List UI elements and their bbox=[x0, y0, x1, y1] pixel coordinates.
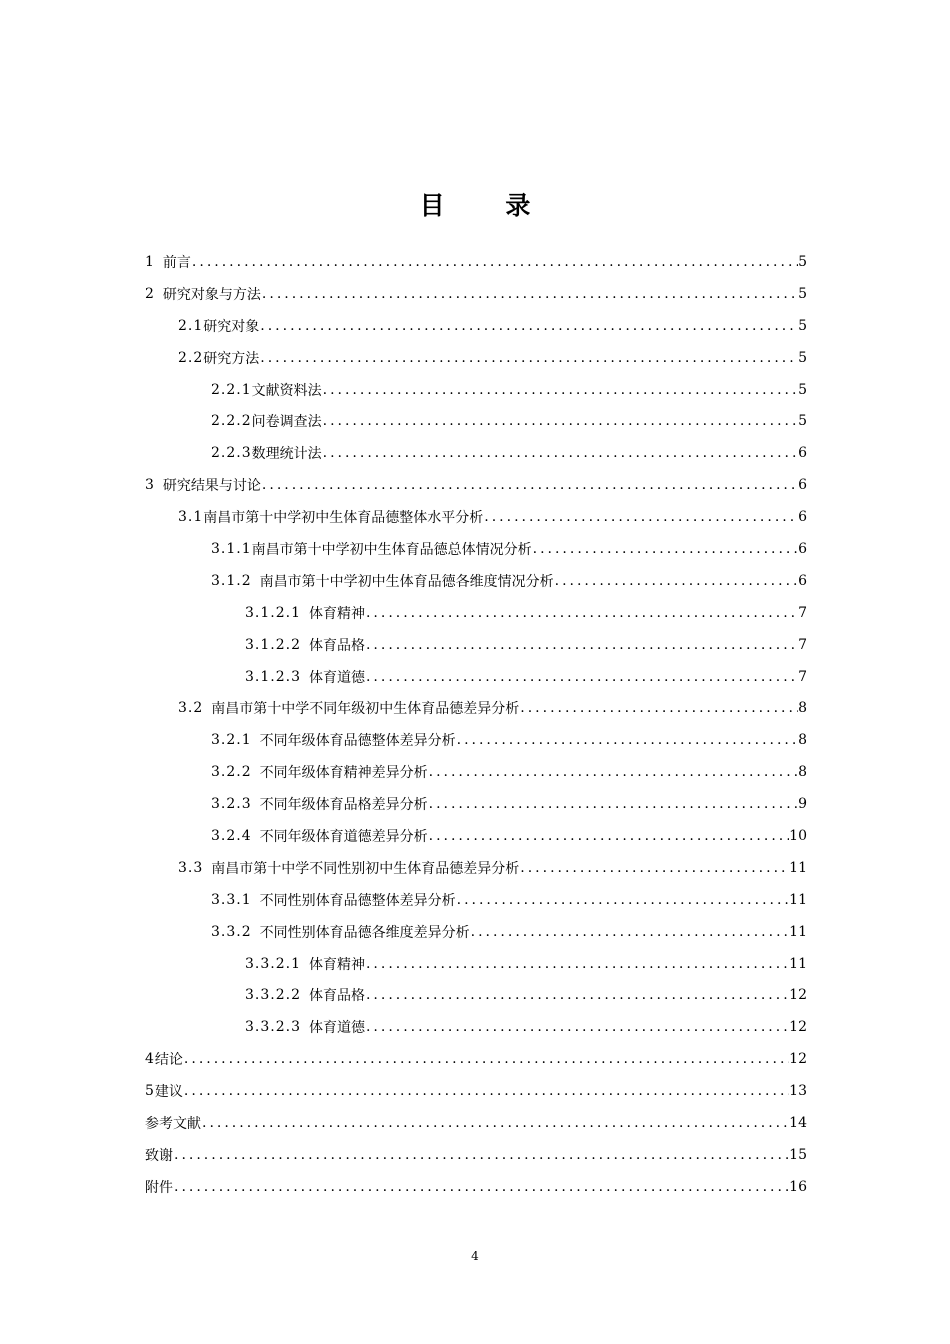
toc-entry-number: 3.3.2.2 bbox=[245, 987, 301, 1004]
toc-entry[interactable] bbox=[145, 246, 807, 278]
toc-entry-title: 研究对象 bbox=[203, 318, 260, 335]
toc-entry[interactable] bbox=[145, 916, 807, 948]
toc-title: 目 录 bbox=[419, 191, 557, 220]
toc-entry-page: 6 bbox=[798, 445, 807, 462]
toc-dot-leader bbox=[259, 318, 798, 334]
toc-entry[interactable] bbox=[145, 469, 807, 501]
toc-entry[interactable] bbox=[145, 788, 807, 820]
toc-entry-number: 3.3.2.1 bbox=[245, 955, 301, 972]
toc-entry-page: 12 bbox=[789, 1051, 807, 1068]
toc-dot-leader bbox=[365, 637, 798, 653]
toc-dot-leader bbox=[191, 254, 798, 270]
toc-entry-page: 6 bbox=[798, 540, 807, 557]
toc-dot-leader bbox=[532, 541, 798, 557]
toc-dot-leader bbox=[322, 445, 798, 461]
toc-entry-title: 南昌市第十中学不同年级初中生体育品德差异分析 bbox=[211, 701, 520, 718]
toc-entry[interactable] bbox=[145, 1171, 807, 1203]
toc-entry-number: 3 bbox=[145, 477, 155, 494]
toc-dot-leader bbox=[183, 1051, 789, 1067]
toc-entry-page: 5 bbox=[798, 317, 807, 334]
toc-entry-title: 体育品格 bbox=[308, 637, 365, 654]
toc-dot-leader bbox=[322, 413, 798, 429]
toc-entry-title: 文献资料法 bbox=[251, 382, 322, 399]
toc-entry[interactable] bbox=[145, 342, 807, 374]
toc-dot-leader bbox=[365, 605, 798, 621]
toc-entry[interactable] bbox=[145, 979, 807, 1011]
toc-entry-title: 参考文献 bbox=[145, 1115, 201, 1132]
toc-entry[interactable] bbox=[145, 884, 807, 916]
toc-entry[interactable] bbox=[145, 1107, 807, 1139]
toc-entry[interactable] bbox=[145, 597, 807, 629]
toc-entry-title: 体育品格 bbox=[308, 988, 365, 1005]
toc-entry-title: 建议 bbox=[154, 1084, 183, 1101]
toc-entry-page: 7 bbox=[798, 668, 807, 685]
toc-entry-title: 结论 bbox=[154, 1052, 183, 1069]
toc-entry-title: 不同年级体育道德差异分析 bbox=[259, 828, 428, 845]
toc-entry-number: 3.3 bbox=[178, 859, 204, 876]
toc-dot-leader bbox=[365, 669, 798, 685]
toc-list bbox=[145, 246, 807, 1203]
toc-entry-page: 6 bbox=[798, 572, 807, 589]
toc-entry[interactable] bbox=[145, 948, 807, 980]
toc-entry-title: 不同年级体育精神差异分析 bbox=[259, 765, 428, 782]
toc-dot-leader bbox=[519, 700, 798, 716]
toc-entry-title: 体育道德 bbox=[308, 1020, 365, 1037]
toc-entry-title: 附件 bbox=[145, 1179, 173, 1196]
toc-entry-page: 14 bbox=[789, 1114, 807, 1131]
toc-entry-number: 2.2.2 bbox=[211, 413, 252, 430]
toc-dot-leader bbox=[456, 892, 790, 908]
toc-entry-title: 南昌市第十中学初中生体育品德各维度情况分析 bbox=[259, 573, 554, 590]
toc-dot-leader bbox=[365, 987, 789, 1003]
toc-entry[interactable] bbox=[145, 1011, 807, 1043]
toc-dot-leader bbox=[470, 924, 790, 940]
toc-entry-title: 研究对象与方法 bbox=[162, 286, 261, 303]
toc-dot-leader bbox=[519, 860, 789, 876]
toc-dot-leader bbox=[428, 764, 798, 780]
toc-entry-number: 3.3.2 bbox=[211, 923, 252, 940]
toc-dot-leader bbox=[483, 509, 798, 525]
toc-entry-page: 5 bbox=[798, 285, 807, 302]
toc-entry-page: 16 bbox=[789, 1178, 807, 1195]
toc-entry-title: 不同年级体育品德整体差异分析 bbox=[259, 733, 456, 750]
toc-dot-leader bbox=[183, 1083, 789, 1099]
toc-dot-leader bbox=[365, 956, 789, 972]
toc-entry-page: 10 bbox=[789, 827, 807, 844]
page-number: 4 bbox=[471, 1249, 479, 1263]
toc-entry-number: 3.2.4 bbox=[211, 827, 252, 844]
toc-entry-number: 1 bbox=[145, 253, 155, 270]
toc-dot-leader bbox=[456, 732, 798, 748]
toc-dot-leader bbox=[554, 573, 798, 589]
toc-dot-leader bbox=[428, 796, 798, 812]
toc-entry-number: 2.2 bbox=[178, 349, 204, 366]
toc-entry-title: 研究方法 bbox=[203, 350, 260, 367]
toc-entry-number: 3.1.1 bbox=[211, 540, 252, 557]
toc-entry-number: 2 bbox=[145, 285, 155, 302]
toc-entry-title: 问卷调查法 bbox=[251, 414, 322, 431]
toc-entry[interactable] bbox=[145, 820, 807, 852]
toc-dot-leader bbox=[261, 477, 798, 493]
toc-entry-page: 11 bbox=[789, 859, 807, 876]
toc-dot-leader bbox=[322, 382, 798, 398]
toc-entry-title: 南昌市第十中学初中生体育品德整体水平分析 bbox=[203, 510, 484, 527]
toc-entry-page: 6 bbox=[798, 509, 807, 526]
toc-entry-number: 2.2.1 bbox=[211, 381, 252, 398]
toc-entry-page: 9 bbox=[798, 796, 807, 813]
toc-entry-title: 数理统计法 bbox=[251, 446, 322, 463]
toc-dot-leader bbox=[173, 1147, 789, 1163]
toc-entry-title: 前言 bbox=[162, 254, 191, 271]
toc-entry-title: 不同性别体育品德各维度差异分析 bbox=[259, 924, 470, 941]
toc-entry-page: 8 bbox=[798, 732, 807, 749]
toc-entry-number: 3.1 bbox=[178, 509, 204, 526]
toc-entry-page: 5 bbox=[798, 253, 807, 270]
toc-entry[interactable] bbox=[145, 310, 807, 342]
toc-entry-number: 3.2.3 bbox=[211, 796, 252, 813]
toc-entry-number: 3.3.2.3 bbox=[245, 1019, 301, 1036]
toc-entry[interactable] bbox=[145, 405, 807, 437]
toc-entry-page: 11 bbox=[789, 955, 807, 972]
toc-entry[interactable] bbox=[145, 852, 807, 884]
toc-entry-page: 6 bbox=[798, 477, 807, 494]
toc-entry[interactable] bbox=[145, 1043, 807, 1075]
toc-dot-leader bbox=[428, 828, 790, 844]
toc-entry[interactable] bbox=[145, 756, 807, 788]
toc-entry[interactable] bbox=[145, 565, 807, 597]
toc-entry[interactable] bbox=[145, 278, 807, 310]
toc-entry-number: 3.1.2.2 bbox=[245, 636, 301, 653]
toc-entry-number: 3.1.2 bbox=[211, 572, 252, 589]
toc-entry-title: 南昌市第十中学初中生体育品德总体情况分析 bbox=[251, 541, 532, 558]
toc-entry-page: 5 bbox=[798, 349, 807, 366]
toc-entry[interactable] bbox=[145, 437, 807, 469]
toc-entry-page: 5 bbox=[798, 413, 807, 430]
toc-entry-page: 12 bbox=[789, 987, 807, 1004]
toc-entry[interactable] bbox=[145, 1139, 807, 1171]
toc-entry-number: 3.2.1 bbox=[211, 732, 252, 749]
toc-dot-leader bbox=[365, 1019, 789, 1035]
toc-entry-number: 5 bbox=[145, 1083, 155, 1100]
toc-entry-title: 体育精神 bbox=[308, 956, 365, 973]
toc-entry-page: 11 bbox=[789, 923, 807, 940]
toc-dot-leader bbox=[201, 1115, 789, 1131]
toc-entry[interactable] bbox=[145, 374, 807, 406]
toc-entry-number: 4 bbox=[145, 1051, 155, 1068]
toc-entry-page: 5 bbox=[798, 381, 807, 398]
toc-entry-title: 体育精神 bbox=[308, 605, 365, 622]
toc-dot-leader bbox=[259, 350, 798, 366]
toc-entry[interactable] bbox=[145, 501, 807, 533]
toc-entry-page: 7 bbox=[798, 636, 807, 653]
toc-dot-leader bbox=[173, 1179, 789, 1195]
toc-entry-number: 3.2.2 bbox=[211, 764, 252, 781]
toc-entry-title: 不同性别体育品德整体差异分析 bbox=[259, 892, 456, 909]
toc-entry[interactable] bbox=[145, 692, 807, 724]
toc-entry-page: 7 bbox=[798, 604, 807, 621]
toc-entry-number: 2.2.3 bbox=[211, 445, 252, 462]
toc-entry-title: 研究结果与讨论 bbox=[162, 478, 261, 495]
toc-entry-number: 3.3.1 bbox=[211, 891, 252, 908]
toc-entry-page: 8 bbox=[798, 764, 807, 781]
toc-entry[interactable] bbox=[145, 629, 807, 661]
toc-entry-title: 致谢 bbox=[145, 1147, 173, 1164]
toc-entry[interactable] bbox=[145, 533, 807, 565]
toc-entry-title: 体育道德 bbox=[308, 669, 365, 686]
toc-entry-number: 3.2 bbox=[178, 700, 204, 717]
toc-entry-page: 13 bbox=[789, 1083, 807, 1100]
toc-entry[interactable] bbox=[145, 724, 807, 756]
toc-entry-page: 15 bbox=[789, 1146, 807, 1163]
toc-entry-page: 12 bbox=[789, 1019, 807, 1036]
toc-entry-title: 南昌市第十中学不同性别初中生体育品德差异分析 bbox=[211, 860, 520, 877]
toc-entry-title: 不同年级体育品格差异分析 bbox=[259, 797, 428, 814]
toc-entry-number: 3.1.2.3 bbox=[245, 668, 301, 685]
toc-dot-leader bbox=[261, 286, 798, 302]
toc-entry-number: 2.1 bbox=[178, 317, 204, 334]
toc-entry[interactable] bbox=[145, 661, 807, 693]
toc-entry-number: 3.1.2.1 bbox=[245, 604, 301, 621]
toc-entry-page: 8 bbox=[798, 700, 807, 717]
toc-entry[interactable] bbox=[145, 1075, 807, 1107]
toc-entry-page: 11 bbox=[789, 891, 807, 908]
